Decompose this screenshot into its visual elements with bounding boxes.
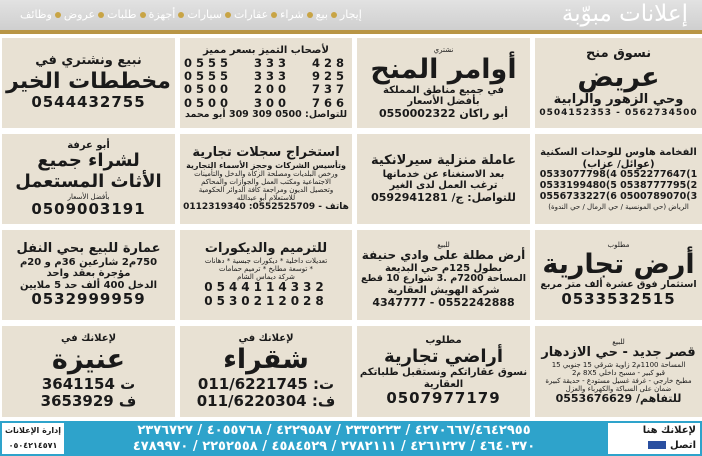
ad-text: بطول 125م حي البديعة xyxy=(385,262,502,274)
ad-text: استخراج سجلات تجارية xyxy=(192,144,340,160)
ad-text: * توسعة مطابخ * ترميم حمامات xyxy=(218,264,314,273)
ad-text: تعديلات داخلية * ديكورات جبسية * دهانات xyxy=(204,256,328,265)
bullet-dot-icon xyxy=(55,12,61,18)
pointing-hand-icon xyxy=(648,441,666,449)
ad-phone: 0555 333 428 xyxy=(183,55,349,70)
bullet-dot-icon xyxy=(98,12,104,18)
ad-text: للبيع xyxy=(437,240,450,249)
ad-headline: أرض تجارية xyxy=(542,249,695,281)
ad-text: وتحصيل الديون ومراجعة كافة الدوائر الحكومية xyxy=(198,185,334,194)
classified-ad[interactable] xyxy=(357,134,530,224)
advertise-here-box[interactable] xyxy=(608,423,700,454)
ad-text: مطلوب xyxy=(425,335,462,347)
ad-text: أرض مطلة على وادي حنيفة xyxy=(361,247,526,262)
ad-text: شركة الهويش العقارية xyxy=(387,285,500,297)
ad-phone: 0533077798(4 0552277647(1 xyxy=(539,169,698,181)
category-link[interactable]: أجهزة xyxy=(148,8,176,21)
ad-phone: 0533199480(5 0538777795(2 xyxy=(539,180,698,192)
ad-text: مؤجرة بعقد واحد xyxy=(46,268,131,280)
ad-phone: 0509003191 xyxy=(31,199,146,218)
ad-text: الرياض (حي المونسية / حي الرمال / حي الندوة) xyxy=(548,202,689,211)
classified-ad[interactable] xyxy=(2,230,175,320)
ad-phone: 0544432755 xyxy=(31,93,146,112)
category-link[interactable]: عروض xyxy=(63,8,96,21)
header-divider xyxy=(0,30,702,34)
ad-text: لإعلانك في xyxy=(60,332,117,344)
ad-text: استثمار فوق عشرة ألف متر مربع xyxy=(540,279,697,291)
ad-text: العقارية xyxy=(423,378,464,390)
ad-text: نشتري xyxy=(433,45,454,54)
ads-admin-phone: ٠٥٠٤٢١٤٥٧١ xyxy=(8,441,58,450)
ad-phone: ت 3641154 xyxy=(41,374,136,393)
ad-text: قبو كبير - مسبح داخلي 8X5 م2 xyxy=(571,368,666,377)
ad-text: بأفضل الأسعار xyxy=(407,96,480,108)
classified-ad[interactable] xyxy=(180,230,352,320)
ad-text: لأصحاب التميز بسعر مميز xyxy=(203,45,329,57)
ad-text: للاستعلام أبو عبدالله xyxy=(236,193,296,202)
ad-headline: لشراء جميع xyxy=(37,150,140,172)
ad-text: عاملة منزلية سيرلانكية xyxy=(370,152,517,168)
ad-text: الدخل 400 ألف حد 5 ملايين xyxy=(19,279,158,291)
ad-text: ترغب العمل لدى الغير xyxy=(389,180,498,192)
ad-text: 750م2 شارعين 36م و 20م xyxy=(19,256,158,268)
classified-ad[interactable] xyxy=(180,326,352,417)
ad-headline: شقراء xyxy=(223,344,309,376)
category-link[interactable]: طلبات xyxy=(107,8,137,21)
ad-text: نبيع ونشتري في xyxy=(35,53,142,69)
classified-ad[interactable] xyxy=(180,38,352,128)
ad-text: بأفضل الأسعار xyxy=(67,192,110,201)
ad-text: الاجتماعية ومكتب العمل والجوازات والمحاكم xyxy=(201,177,331,186)
phones-row: ٤٢٧٠٦٦٧/٤٦٤٢٩٥٥ / ٢٣٣٥٢٢٣ / ٤٢٢٩٥٨٧ / ٤٠٥٥٧٦٨ / ٢٣٧٦٧٢٧ xyxy=(137,423,531,438)
ad-phone: للتواصل: ج/ 0592941281 xyxy=(371,190,516,204)
ad-phone: 0533532515 xyxy=(561,290,676,309)
ad-text: للبيع xyxy=(612,337,625,346)
ad-text: الفخامة هاوس للوحدات السكنية xyxy=(540,147,697,159)
phones-row: ٤٦٤٠٣٧٠ / ٤٢٦١٢٢٧ / ٢٧٨٢١١١ / ٤٥٨٤٥٢٩ / ٢٢٥٢٥٥٨ / ٤٧٨٩٩٧٠ xyxy=(132,439,536,454)
category-list xyxy=(20,8,362,21)
ad-phone: 0500 200 737 xyxy=(183,82,349,97)
section-header xyxy=(0,0,702,30)
ad-phone: 0507977179 xyxy=(386,389,501,408)
ad-text: للترميم والديكورات xyxy=(204,240,328,256)
ad-text: نسوق منح xyxy=(585,46,652,62)
ad-text: مطلوب xyxy=(607,241,630,250)
category-link[interactable]: إيجار xyxy=(339,8,362,21)
bullet-dot-icon xyxy=(271,12,277,18)
ad-phone: 0556733227(6 0500789070(3 xyxy=(539,190,698,202)
ad-phone: 0555 333 925 xyxy=(183,69,349,84)
ad-phone: 0530212028 xyxy=(204,293,328,308)
ad-text: لإعلانك في xyxy=(238,332,294,344)
classified-ad[interactable] xyxy=(535,230,702,320)
classified-ad[interactable] xyxy=(357,230,530,320)
section-title: إعلانات مبوّبة xyxy=(561,1,688,27)
ad-phone: 0500 300 766 xyxy=(183,95,349,110)
ad-phone: 0550002322 أبو راكان xyxy=(378,106,509,120)
category-link[interactable]: وظائف xyxy=(20,8,52,21)
ad-text: ورخص البلديات ومصلحة الزكاة والدخل والتأمينات xyxy=(194,169,338,178)
ad-phone: للتفاهم/ 0553676629 xyxy=(555,391,682,405)
ad-headline: أوامر المنح xyxy=(370,53,517,85)
ad-text: في جميع مناطق المملكة xyxy=(383,84,504,96)
classified-ad[interactable] xyxy=(180,134,352,224)
category-link[interactable]: شراء xyxy=(280,8,304,21)
ad-text: (عوائل/ عزاب) xyxy=(582,158,655,170)
ad-phone: 4347777 - 0552242888 xyxy=(372,295,515,309)
ad-text: المساحة 7200م .3 شوارع 10 قطع xyxy=(361,273,526,285)
ad-text: أبو عرفة xyxy=(67,139,110,151)
classified-ad[interactable] xyxy=(535,38,702,128)
bullet-dot-icon xyxy=(178,12,184,18)
ad-phone: 0504152353 - 0562734500 xyxy=(539,108,698,119)
ad-headline: عريض xyxy=(577,62,660,94)
classified-ad[interactable] xyxy=(2,326,175,417)
ad-phone: ف 3653929 xyxy=(40,391,137,410)
category-link[interactable]: عقارات xyxy=(233,8,269,21)
ad-text: شركة ديماس الشام xyxy=(237,272,295,281)
ad-headline: الأثاث المستعمل xyxy=(15,171,162,193)
ad-phone: ف: 011/6220304 xyxy=(196,391,336,410)
ad-text: قصر جديد - حي الازدهار xyxy=(541,344,696,360)
bullet-dot-icon xyxy=(307,12,313,18)
ad-phone: 0112319340 :هاتف - 0552525709 xyxy=(183,201,349,212)
category-link[interactable]: سيارات xyxy=(187,8,222,21)
ad-phone: 0532999959 xyxy=(31,290,146,309)
classified-ad[interactable] xyxy=(357,38,530,128)
ad-text: ضمان على السباكة والكهرباء والعزل xyxy=(565,384,672,393)
classified-ad[interactable] xyxy=(2,134,175,224)
footer-phones xyxy=(70,423,598,455)
ad-headline: مخططات الخير xyxy=(6,69,171,95)
classified-ad[interactable] xyxy=(2,38,175,128)
ad-text: وحي الزهور والرابية xyxy=(553,92,684,108)
ad-text: نسوق عقاراتكم ونستقبل طلباتكم xyxy=(359,367,528,379)
bullet-dot-icon xyxy=(140,12,146,18)
ad-text: وتأسيس الشركات وحجز الأسماء التجارية xyxy=(186,160,346,170)
classified-ad[interactable] xyxy=(357,326,530,417)
ad-text: المساحة 1100م2 زاوية شرقي 15 جنوبي 15 xyxy=(551,360,686,369)
ads-admin-box xyxy=(2,423,64,454)
ad-text: بعد الاستغناء عن خدمانها xyxy=(382,168,505,180)
advertise-here-label: لإعلانك هنا xyxy=(642,425,696,436)
footer-banner xyxy=(0,421,702,456)
ad-text: مطبخ خارجي - غرفة غسيل مستودع - حديقة كبيرة xyxy=(545,376,692,385)
bullet-dot-icon xyxy=(331,12,337,18)
category-link[interactable]: بيع xyxy=(315,8,328,21)
ad-text: للتواصل: 0500 309 309 أبو محمد xyxy=(184,108,348,120)
ad-phone: 0544114332 xyxy=(204,279,328,294)
ad-text: عمارة للبيع بحي النفل xyxy=(16,240,161,256)
classified-ad[interactable] xyxy=(535,134,702,224)
ads-admin-label: إدارة الإعلانات xyxy=(5,426,61,435)
bullet-dot-icon xyxy=(225,12,231,18)
ad-phone: ت: 011/6221745 xyxy=(197,374,335,393)
classified-ad[interactable] xyxy=(535,326,702,417)
ad-headline: أراضي تجارية xyxy=(383,345,504,367)
call-label: اتصل xyxy=(670,440,696,451)
ad-headline: عنيزة xyxy=(51,344,126,376)
